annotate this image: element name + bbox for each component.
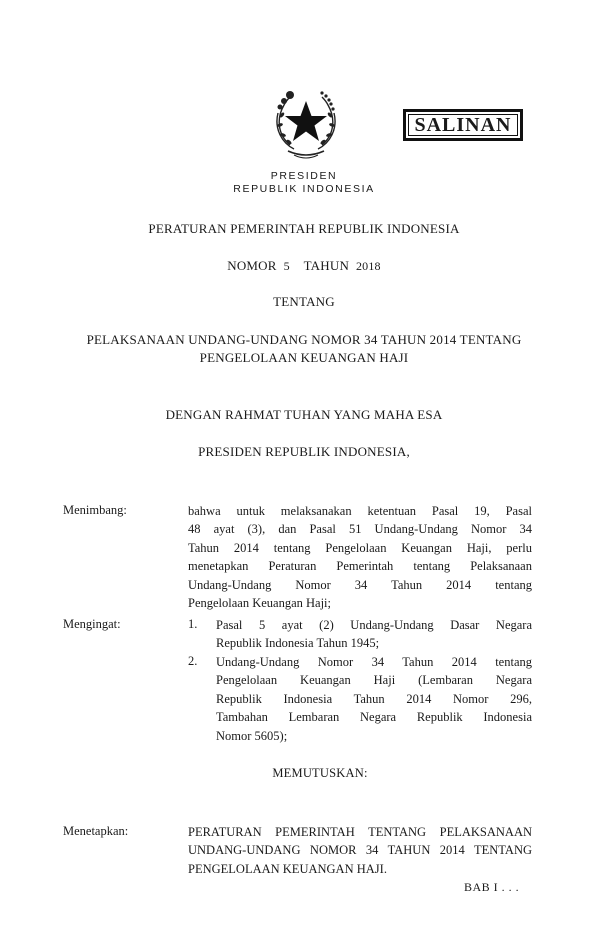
menimbang-line: bahwa untuk melaksanakan ketentuan Pasal 19, Pasal [188,504,532,518]
mengingat-item-1-number: 1. [188,617,198,631]
salinan-stamp [403,109,523,141]
header-republik: REPUBLIK INDONESIA [233,183,375,195]
menimbang-line: Undang-Undang Nomor 34 Tahun 2014 tentang [188,577,532,592]
subject-line-1: PELAKSANAAN UNDANG-UNDANG NOMOR 34 TAHUN 2014 TENTANG [86,332,522,347]
mengingat-line: Pengelolaan Keuangan Haji (Lembaran Negara [216,673,532,688]
mengingat-line: Pasal 5 ayat (2) Undang-Undang Dasar Negara [216,618,532,632]
menetapkan-line: UNDANG-UNDANG NOMOR 34 TAHUN 2014 TENTANG [188,843,532,858]
presidential-emblem [268,85,344,163]
preamble-rahmat: DENGAN RAHMAT TUHAN YANG MAHA ESA [165,407,443,422]
mengingat-line: Undang-Undang Nomor 34 Tahun 2014 tentang [216,655,532,669]
tahun-label: TAHUN [303,258,350,273]
mengingat-line: Republik Indonesia Tahun 1945; [216,636,380,651]
mengingat-item-1 [216,616,532,653]
nomor-value: 5 [283,259,290,273]
mengingat-item-2-number: 2. [188,654,198,668]
menimbang-line: Pengelolaan Keuangan Haji; [188,596,332,611]
tahun-value: 2018 [355,259,381,273]
header-presiden: PRESIDEN [270,170,338,182]
menetapkan-line: PERATURAN PEMERINTAH TENTANG PELAKSANAAN [188,825,532,839]
document-type: PERATURAN PEMERINTAH REPUBLIK INDONESIA [148,221,460,236]
menimbang-line: 48 ayat (3), dan Pasal 51 Undang-Undang Nomor 34 [188,522,532,537]
memutuskan-heading: MEMUTUSKAN: [272,766,368,780]
menetapkan-label: Menetapkan: [63,824,129,838]
page-continuation: BAB I . . . [464,880,520,894]
mengingat-line: Nomor 5605); [216,728,288,743]
menetapkan-line: PENGELOLAAN KEUANGAN HAJI. [188,861,387,876]
star-seal-icon [268,85,344,163]
preamble-presiden: PRESIDEN REPUBLIK INDONESIA, [198,444,410,459]
menetapkan-body [188,823,532,878]
menimbang-line: Tahun 2014 tentang Pengelolaan Keuangan Haji, perlu [188,540,532,555]
subject-line-2: PENGELOLAAN KEUANGAN HAJI [199,350,409,365]
menimbang-body [188,502,532,612]
menimbang-label: Menimbang: [63,503,127,517]
mengingat-line: Tambahan Lembaran Negara Republik Indonesia [216,710,532,725]
document-number [0,258,608,274]
mengingat-label: Mengingat: [63,617,121,631]
mengingat-item-2 [216,653,532,745]
menimbang-line: menetapkan Peraturan Pemerintah tentang Pelaksanaan [188,559,532,574]
mengingat-line: Republik Indonesia Tahun 2014 Nomor 296, [216,691,532,706]
nomor-label: NOMOR [227,258,277,273]
salinan-label: SALINAN [414,113,512,136]
tentang-heading: TENTANG [273,294,335,309]
